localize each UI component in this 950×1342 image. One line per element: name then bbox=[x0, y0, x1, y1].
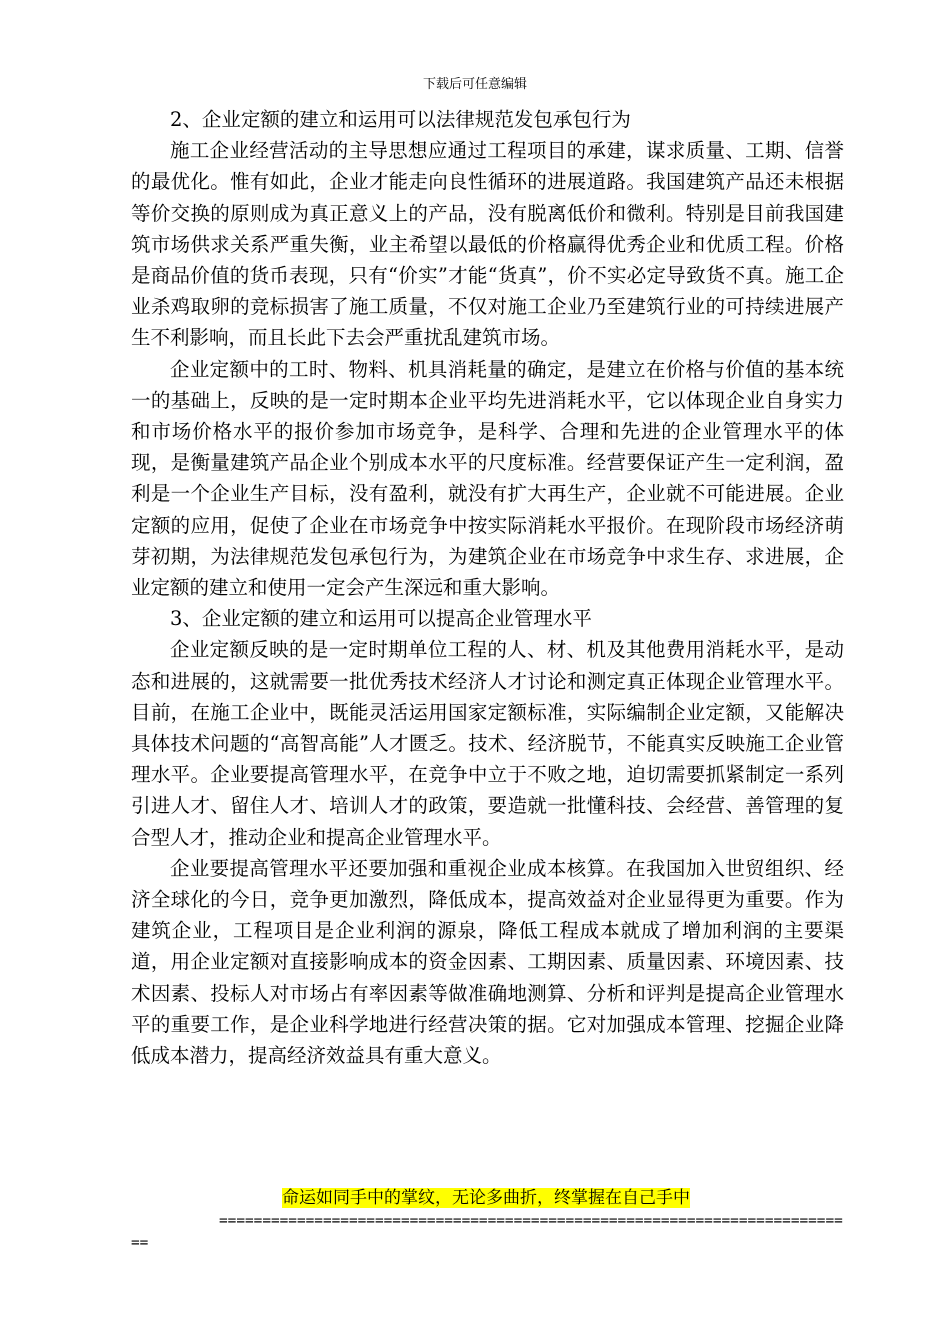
footer-motto bbox=[282, 1186, 690, 1210]
paragraph: 企业要提高管理水平还要加强和重视企业成本核算。在我国加入世贸组织、经济全球化的今日，竞争更加激烈，降低成本，提高效益对企业显得更为重要。作为建筑企业，工程项目是企业利润的源泉，降低工程成本就成了增加利润的主要渠道，用企业定额对直接影响成本的资金因素、工期因素、质量因素、环境因素、技术因素、投标人对市场占有率因素等做准确地测算、分析和评判是提高企业管理水平的重要工作，是企业科学地进行经营决策的据。它对加强成本管理、挖掘企业降低成本潜力，提高经济效益具有重大意义。 bbox=[131, 856, 844, 1068]
section-heading-3: 3、企业定额的建立和运用可以提高企业管理水平 bbox=[170, 607, 592, 631]
section-heading-2: 2、企业定额的建立和运用可以法律规范发包承包行为 bbox=[170, 108, 631, 131]
document-body bbox=[131, 104, 844, 1071]
paragraph: 施工企业经营活动的主导思想应通过工程项目的承建，谋求质量、工期、信誉的最优化。惟有如此，企业才能走向良性循环的进展道路。我国建筑产品还未根据等价交换的原则成为真正意义上的产品，没有脱离低价和微利。特别是目前我国建筑市场供求关系严重失衡，业主希望以最低的价格赢得优秀企业和优质工程。价格是商品价值的货币表现，只有“价实”才能“货真”，价不实必定导致货不真。施工企业杀鸡取卵的竞标损害了施工质量，不仅对施工企业乃至建筑行业的可持续进展产生不利影响，而且长此下去会严重扰乱建筑市场。 bbox=[131, 139, 844, 350]
paragraph: 企业定额反映的是一定时期单位工程的人、材、机及其他费用消耗水平，是动态和进展的，这就需要一批优秀技术经济人才讨论和测定真正体现企业管理水平。目前，在施工企业中，既能灵活运用国家定额标准，实际编制企业定额，又能解决具体技术问题的“高智高能”人才匮乏。技术、经济脱节，不能真实反映施工企业管理水平。企业要提高管理水平，在竞争中立于不败之地，迫切需要抓紧制定一系列引进人才、留住人才、培训人才的政策，要造就一批懂科技、会经营、善管理的复合型人才，推动企业和提高企业管理水平。 bbox=[131, 638, 844, 849]
paragraph: 企业定额中的工时、物料、机具消耗量的确定，是建立在价格与价值的基本统一的基础上，反映的是一定时期本企业平均先进消耗水平，它以体现企业自身实力和市场价格水平的报价参加市场竞争，是科学、合理和先进的企业管理水平的体现，是衡量建筑产品企业个别成本水平的尺度标准。经营要保证产生一定利润，盈利是一个企业生产目标，没有盈利，就没有扩大再生产，企业就不可能进展。企业定额的应用，促使了企业在市场竞争中按实际消耗水平报价。在现阶段市场经济萌芽初期，为法律规范发包承包行为，为建筑企业在市场竞争中求生存、求进展，企业定额的建立和使用一定会产生深远和重大影响。 bbox=[131, 357, 844, 600]
footer-divider-rule: ========================================================================== bbox=[131, 1213, 843, 1251]
page-header: 下载后可任意编辑 bbox=[422, 77, 527, 92]
highlighted-motto-text: 命运如同手中的掌纹，无论多曲折，终掌握在自己手中 bbox=[282, 1188, 690, 1208]
